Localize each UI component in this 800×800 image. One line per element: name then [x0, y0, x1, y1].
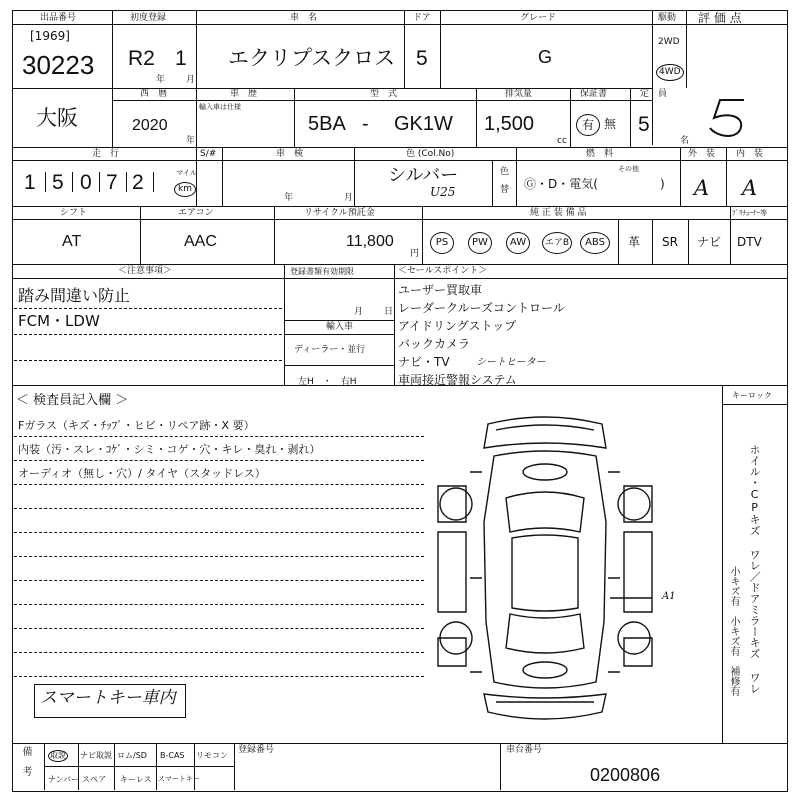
- mileage-digit: 0: [80, 171, 92, 194]
- reg-no-label: 登録番号: [238, 745, 275, 755]
- equip-pw: PW: [468, 232, 492, 254]
- sales-point: バックカメラ: [398, 337, 471, 351]
- equip-abs: ABS: [580, 232, 610, 254]
- model-code: GK1W: [394, 113, 453, 135]
- sales-point: 車両接近警報システム: [398, 373, 517, 387]
- month-unit: 月: [186, 75, 196, 85]
- equip-dtv: DTV: [737, 235, 762, 249]
- capacity-unit: 名: [680, 136, 690, 146]
- score-value: 5: [722, 148, 723, 149]
- inspector-line: Fガラス（キズ・ﾁｯﾌﾟ・ヒビ・リペア跡・X 要）: [18, 419, 255, 432]
- displacement-unit: cc: [557, 136, 567, 146]
- capacity-label: 定 員: [640, 89, 668, 99]
- equip-navi: ナビ: [697, 235, 722, 249]
- first-reg-month: 1: [175, 47, 187, 70]
- inspection-month: 月: [344, 193, 354, 203]
- doors-label: ドア: [413, 13, 431, 23]
- fuel-label: 燃 料: [586, 149, 614, 159]
- sales-point: レーダークルーズコントロール: [398, 301, 565, 315]
- remark-bcas: B-CAS: [160, 751, 185, 760]
- import-dealer: ディーラー・並行: [294, 345, 366, 355]
- pretuner-label: ﾌﾟﾘﾁｭｰﾅｰ等: [732, 209, 767, 217]
- recycle-value: 11,800: [346, 233, 394, 250]
- lot-number: 30223: [22, 50, 95, 80]
- reg-month: 月: [354, 307, 364, 317]
- inspection-label: 車 検: [276, 149, 304, 159]
- exterior-rating: A: [694, 176, 710, 200]
- sales-point: アイドリングストップ: [398, 319, 517, 333]
- fuel-options: Ⓖ・D・電気(: [524, 177, 598, 191]
- inspection-year: 年: [284, 193, 294, 203]
- aircon-label: エアコン: [178, 208, 214, 218]
- first-reg-label: 初度登録: [130, 13, 167, 23]
- warranty-yes: 有: [576, 114, 600, 136]
- color-name: シルバー: [388, 165, 459, 185]
- mileage-digit: 1: [24, 171, 36, 194]
- region: 大阪: [36, 107, 78, 130]
- inspector-label: ＜ 検査員記入欄 ＞: [16, 393, 129, 408]
- reg-deadline-label: 登録書類有効期限: [290, 267, 354, 276]
- chassis-label: 車台番号: [506, 745, 543, 755]
- chassis-no: 0200806: [590, 765, 661, 785]
- remark-remote: リモコン: [196, 751, 228, 760]
- aircon-value: AAC: [184, 233, 217, 250]
- mileage-label: 走 行: [92, 149, 120, 159]
- shift-label: シフト: [60, 208, 88, 218]
- lot-bracket: [1969]: [30, 29, 70, 43]
- remark-keyless: キーレス: [120, 775, 152, 784]
- note-line: FCM・LDW: [18, 312, 100, 330]
- history-note: 輸入車は仕様: [199, 103, 241, 111]
- remark-navi-manual: ナビ取説: [80, 751, 112, 760]
- interior-label: 内 装: [736, 149, 764, 159]
- mileage-unit-km: km: [174, 182, 196, 197]
- year-value: 2020: [132, 117, 168, 134]
- sunroof-label: S/#: [200, 149, 217, 159]
- car-name: エクリプスクロス: [228, 47, 396, 70]
- key-lock-label: キーロック: [732, 391, 772, 400]
- recycle-unit: 円: [410, 249, 420, 259]
- model-dash: -: [362, 113, 369, 135]
- score-label: 評 価 点: [698, 11, 742, 25]
- year-unit: 年: [156, 75, 166, 85]
- recycle-label: リサイクル預託金: [304, 208, 375, 218]
- inspector-handwritten: スマートキー車内: [40, 688, 176, 708]
- import-handle: 左H ・ 右H: [298, 377, 357, 387]
- mileage-digit: 2: [132, 171, 144, 194]
- grade-value: G: [538, 47, 553, 67]
- right-column-text-b: 小キズ有 小キズ有 補修有: [728, 566, 739, 696]
- interior-rating: A: [742, 176, 758, 200]
- drive-4wd: 4WD: [656, 64, 684, 81]
- mileage-digit: 7: [106, 171, 118, 194]
- color-code: U25: [430, 185, 456, 199]
- equipment-label: 純 正 装 備 品: [530, 208, 587, 218]
- remark-plate: ナンバー: [48, 775, 80, 784]
- inspector-line: 内装（汚・スレ・ｺｹﾞ・シミ・コゲ・穴・キレ・臭れ・剥れ）: [18, 443, 321, 456]
- color-change-b: 替: [500, 185, 510, 195]
- lot-no-label: 出品番号: [40, 13, 77, 23]
- sales-points-label: ＜セールスポイント＞: [398, 266, 488, 276]
- color-label: 色 (Col.No): [406, 149, 455, 159]
- fuel-other: その他: [618, 165, 639, 173]
- warranty-label: 保証書: [580, 89, 608, 99]
- equip-ps: PS: [430, 232, 454, 254]
- year-value-unit: 年: [186, 136, 196, 146]
- inspector-line: オーディオ（無し・穴）/ タイヤ（スタッドレス）: [18, 467, 266, 480]
- equip-aw: AW: [506, 232, 530, 254]
- remark-spare: スペア: [82, 775, 106, 784]
- drive-2wd: 2WD: [658, 37, 680, 47]
- sales-point: ユーザー買取車: [398, 283, 483, 297]
- equip-leather: 革: [628, 235, 641, 249]
- history-label: 車 歴: [230, 89, 258, 99]
- grade-label: グレード: [520, 13, 557, 23]
- equip-sr: SR: [662, 235, 678, 249]
- mileage-unit-mile: マイル: [176, 169, 197, 177]
- displacement-value: 1,500: [484, 113, 535, 135]
- equip-airbag: エアB: [542, 232, 572, 254]
- remark-smartkey: スマートキー: [158, 775, 200, 783]
- sales-point: ナビ・TV: [398, 355, 450, 369]
- sales-handwritten: シートヒーター: [476, 357, 546, 368]
- import-label: 輸入車: [326, 322, 354, 332]
- note-line: 踏み間違い防止: [18, 286, 131, 305]
- diagram-mark: A1: [662, 591, 676, 602]
- car-name-label: 車 名: [290, 13, 318, 23]
- shift-value: AT: [62, 233, 82, 250]
- mileage-digit: 5: [52, 171, 64, 194]
- car-diagram: [430, 412, 660, 730]
- doors-value: 5: [416, 47, 428, 70]
- model-label: 型 式: [370, 89, 398, 99]
- remark-manual: 取説: [50, 751, 66, 760]
- reg-day: 日: [384, 307, 394, 317]
- exterior-label: 外 装: [688, 149, 716, 159]
- remark-rom: ロム/SD: [117, 751, 147, 760]
- model-prefix: 5BA: [308, 113, 346, 135]
- year-label: 西 暦: [140, 89, 168, 99]
- drive-label: 駆動: [658, 13, 677, 23]
- fuel-close: ): [660, 177, 665, 191]
- color-change-a: 色: [500, 167, 510, 177]
- displacement-label: 排気量: [505, 89, 533, 99]
- right-column-text: ホイル・CPキズ ワレ／ドアミラーキズ ワレ: [748, 444, 762, 694]
- capacity-value: 5: [638, 113, 650, 136]
- first-reg-era: R2: [128, 47, 155, 70]
- remarks-label: 備 考: [20, 746, 31, 776]
- score-handwritten: [700, 96, 760, 142]
- notes-label: ＜注意事項＞: [118, 266, 173, 276]
- warranty-no: 無: [604, 117, 617, 131]
